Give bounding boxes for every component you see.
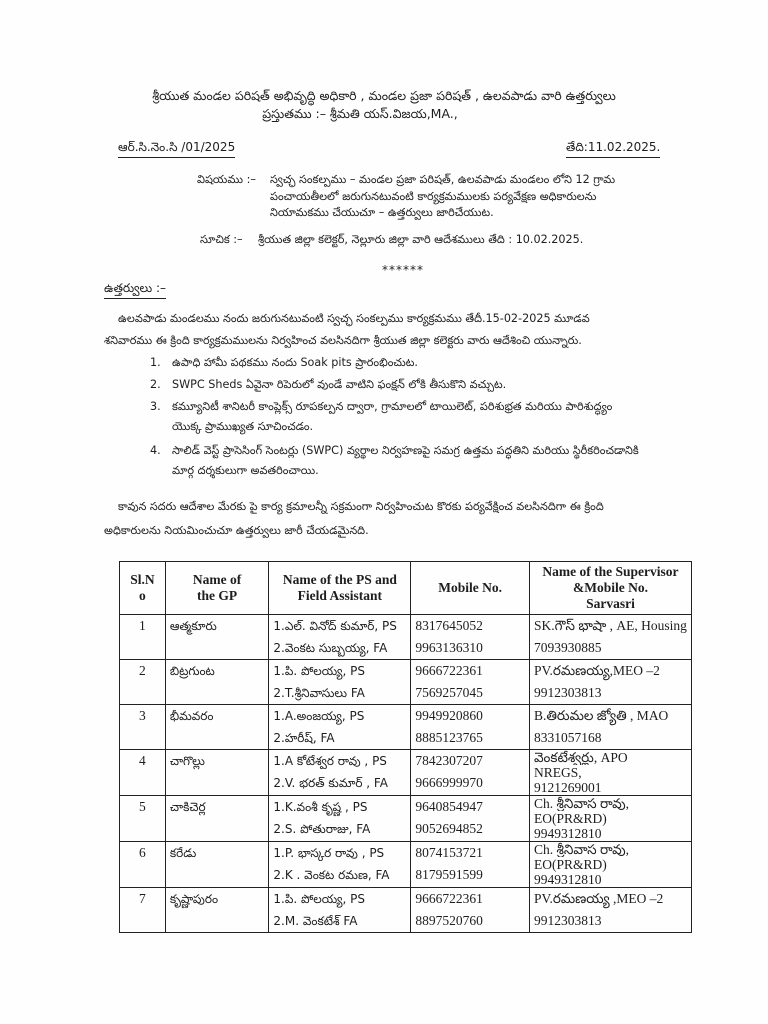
order-header-current-officer: ప్రస్తుతము :– శ్రీమతి యస్.విజయ,MA.,: [262, 106, 458, 121]
cell-ps-fa: 1.పి. పోలయ్య, PS 2.M. వెంకటేశ్ FA: [269, 888, 411, 933]
cell-supervisor: Ch. శ్రీనివాస రావు, EO(PR&RD) 9949312810: [529, 842, 691, 888]
reference-number: ఆర్.సి.నెం.సి /01/2025: [118, 140, 235, 158]
table-row: [120, 888, 692, 933]
cell-slno: 3: [120, 705, 166, 750]
cell-slno: 6: [120, 842, 166, 888]
cell-mobile: 8317645052 9963136310: [411, 615, 530, 660]
cell-supervisor: PV.రమణయ్య ,MEO –2 9912303813: [529, 888, 691, 933]
cell-supervisor: B.తిరుమల జ్యోతి , MAO 8331057168: [529, 705, 691, 750]
cell-supervisor: PV.రమణయ్య,MEO –2 9912303813: [529, 660, 691, 705]
subject-line-1: స్వచ్ఛ సంకల్పము – మండల ప్రజా పరిషత్, ఉలవపాడు మండలం లోని 12 గ్రామ: [270, 173, 616, 186]
cell-gp: కరేడు: [165, 842, 269, 888]
cell-ps-fa: 1.ఎల్. వినోద్ కుమార్, PS 2.వెంకట సుబ్బయ్య, FA: [269, 615, 411, 660]
table-header-row: [120, 562, 692, 615]
cell-mobile: 9666722361 7569257045: [411, 660, 530, 705]
cell-slno: 4: [120, 750, 166, 796]
cell-ps-fa: 1.K.వంశీ కృష్ణ , PS 2.S. పోతురాజు, FA: [269, 796, 411, 842]
cell-slno: 1: [120, 615, 166, 660]
subject-line-3: నియామకము చేయుచూ – ఉత్తర్వులు జారిచేయుట.: [270, 206, 494, 219]
table-row: [120, 705, 692, 750]
header-mobile: Mobile No.: [411, 562, 530, 615]
separator-stars: ******: [382, 263, 424, 277]
list-item: 3. కమ్యూనిటీ శానిటరీ కాంప్లెక్స్ రూపకల్పన ద్వారా, గ్రామాలలో టాయిలెట్, పరిశుభ్రత మరియు పారిశుద్ధ్యం యొక్క ప్రాముఖ్యత సూచించడం.: [150, 400, 613, 433]
table-row: [120, 842, 692, 888]
cell-supervisor: SK.గౌస్ భాషా , AE, Housing 7093930885: [529, 615, 691, 660]
table-row: [120, 796, 692, 842]
cell-mobile: 9666722361 8897520760: [411, 888, 530, 933]
table-row: [120, 615, 692, 660]
cell-gp: చాకిచెర్ల: [165, 796, 269, 842]
cell-mobile: 7842307207 9666999970: [411, 750, 530, 796]
list-item: 2. SWPC Sheds ఏవైనా రిపెరులో వుండే వాటిని ఫంక్షన్ లోకి తీసుకొని వచ్చుట.: [150, 378, 507, 391]
cell-gp: కృష్ణాపురం: [165, 888, 269, 933]
cell-mobile: 9949920860 8885123765: [411, 705, 530, 750]
paragraph-1-line-1: ఉలవపాడు మండలము నందు జరుగునటువంటి స్వచ్ఛ సంకల్పము కార్యక్రమము తేదీ.15-02-2025 మూడవ: [118, 312, 590, 325]
cell-gp: ఆత్మకూరు: [165, 615, 269, 660]
subject-label: విషయము :–: [197, 173, 256, 186]
reference-label: సూచిక :–: [200, 233, 243, 246]
cell-gp: భీమవరం: [165, 705, 269, 750]
list-item: 4. సాలిడ్ వెస్ట్ ప్రాసెసింగ్ సెంటర్లు (SWPC) వ్యర్థాల నిర్వహణపై సమగ్ర ఉత్తమ పద్ధతిని మరియు స్థిరీకరించడానికి మార్గ దర్శకులుగా అవతరించాయి.: [150, 444, 639, 477]
header-slno: Sl.N o: [120, 562, 166, 615]
cell-ps-fa: 1.పి. పోలయ్య, PS 2.T.శ్రీనివాసులు FA: [269, 660, 411, 705]
cell-mobile: 9640854947 9052694852: [411, 796, 530, 842]
cell-supervisor: వెంకటేశ్వర్లు, APO NREGS, 9121269001: [529, 750, 691, 796]
cell-ps-fa: 1.A కోటేశ్వర రావు , PS 2.V. భరత్ కుమార్ , FA: [269, 750, 411, 796]
cell-slno: 7: [120, 888, 166, 933]
cell-slno: 2: [120, 660, 166, 705]
list-item: 1. ఉపాధి హామీ పథకము నందు Soak pits ప్రారంభించుట.: [150, 356, 418, 369]
header-supervisor: Name of the Supervisor &Mobile No. Sarvasri: [529, 562, 691, 615]
cell-gp: బిట్రగుంట: [165, 660, 269, 705]
cell-supervisor: Ch. శ్రీనివాస రావు, EO(PR&RD) 9949312810: [529, 796, 691, 842]
paragraph-2-line-2: అధికారులను నియమించుచూ ఉత్తర్వులు జారీ చేయడమైనది.: [104, 524, 369, 537]
table-row: [120, 750, 692, 796]
cell-mobile: 8074153721 8179591599: [411, 842, 530, 888]
subject-line-2: పంచాయతీలలో జరుగునటువంటి కార్యక్రమములకు పర్యవేక్షణ అధికారులను: [270, 190, 597, 203]
orders-label: ఉత్తర్వులు :–: [104, 281, 166, 299]
reference-text: శ్రీయుత జిల్లా కలెక్టర్, నెల్లూరు జిల్లా వారి ఆదేశములు తేది : 10.02.2025.: [258, 233, 584, 246]
order-header-title: శ్రీయుత మండల పరిషత్ అభివృద్ధి అధికారి , మండల ప్రజా పరిషత్ , ఉలవపాడు వారి ఉత్తర్వులు: [152, 88, 616, 103]
cell-ps-fa: 1.P. భాస్కర రావు , PS 2.K . వెంకట రమణ, FA: [269, 842, 411, 888]
order-date: తేది:11.02.2025.: [566, 140, 660, 158]
cell-slno: 5: [120, 796, 166, 842]
supervisor-assignment-table: [119, 561, 692, 933]
instruction-list: [150, 356, 670, 488]
paragraph-2-line-1: కావున సదరు ఆదేశాల మేరకు పై కార్య క్రమాలన్నీ సక్రమంగా నిర్వహించుట కొరకు పర్యవేక్షించ వలసినదిగా ఈ క్రింది: [118, 500, 604, 513]
paragraph-1-line-2: శనివారము ఈ క్రింది కార్యక్రమములను నిర్వహించ వలసినదిగా శ్రీయుత జిల్లా కలెక్టరు వారు ఆదేశించి యున్నారు.: [104, 334, 582, 347]
header-gp: Name of the GP: [165, 562, 269, 615]
cell-gp: చాగొల్లు: [165, 750, 269, 796]
table-row: [120, 660, 692, 705]
header-ps-fa: Name of the PS and Field Assistant: [269, 562, 411, 615]
cell-ps-fa: 1.A.అంజయ్య, PS 2.హరీష్, FA: [269, 705, 411, 750]
